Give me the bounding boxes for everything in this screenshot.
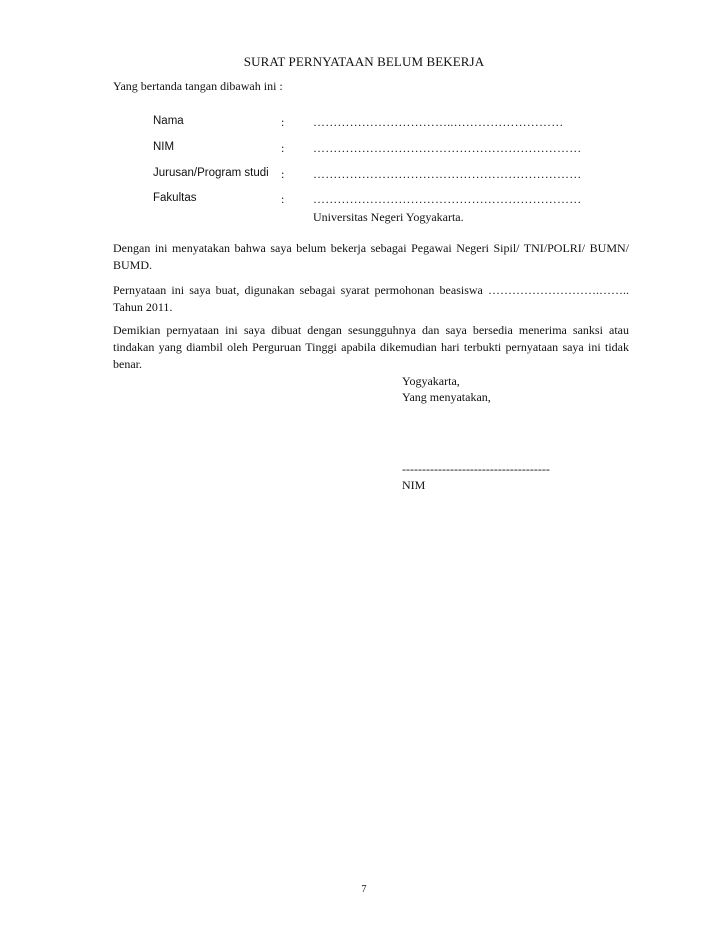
closing-paragraph: Demikian pernyataan ini saya dibuat dengan sesungguhnya dan saya bersedia menerima sanksi atau tindakan yang diambil oleh Perguruan Tinggi apabila dikemudian hari terbukti pernyataan saya ini tidak benar.	[113, 323, 629, 371]
field-value-nim: …………………………………………………………	[313, 141, 582, 155]
field-label-nim: NIM	[153, 141, 175, 153]
field-label-jurusan: Jurusan/Program studi	[153, 167, 269, 179]
field-value-jurusan: …………………………………………………………	[313, 167, 582, 181]
purpose-paragraph: Pernyataan ini saya buat, digunakan sebagai syarat permohonan beasiswa ……………………….…….. Tahun 2011.	[113, 283, 629, 314]
field-colon: :	[281, 115, 285, 129]
signature-place: Yogyakarta,	[402, 374, 460, 388]
field-label-nama: Nama	[153, 115, 184, 127]
field-colon: :	[281, 167, 285, 181]
field-row-nim	[0, 141, 728, 157]
university-name: Universitas Negeri Yogyakarta.	[313, 210, 464, 224]
page-number: 7	[361, 884, 367, 895]
field-row-jurusan	[0, 167, 728, 183]
statement-paragraph: Dengan ini menyatakan bahwa saya belum bekerja sebagai Pegawai Negeri Sipil/ TNI/POLRI/ BUMN/ BUMD.	[113, 241, 629, 272]
field-label-fakultas: Fakultas	[153, 192, 197, 204]
field-value-nama: ……………………………..………………………	[313, 115, 564, 129]
field-row-fakultas	[0, 192, 728, 208]
signature-line: -------------------------------------	[402, 462, 550, 476]
intro-text: Yang bertanda tangan dibawah ini :	[113, 79, 283, 93]
field-value-fakultas: …………………………………………………………	[313, 192, 582, 206]
document-title: SURAT PERNYATAAN BELUM BEKERJA	[243, 54, 485, 69]
signature-nim-label: NIM	[402, 478, 426, 492]
signature-role: Yang menyatakan,	[402, 390, 491, 404]
field-colon: :	[281, 192, 285, 206]
field-colon: :	[281, 141, 285, 155]
field-row-nama	[0, 115, 728, 131]
